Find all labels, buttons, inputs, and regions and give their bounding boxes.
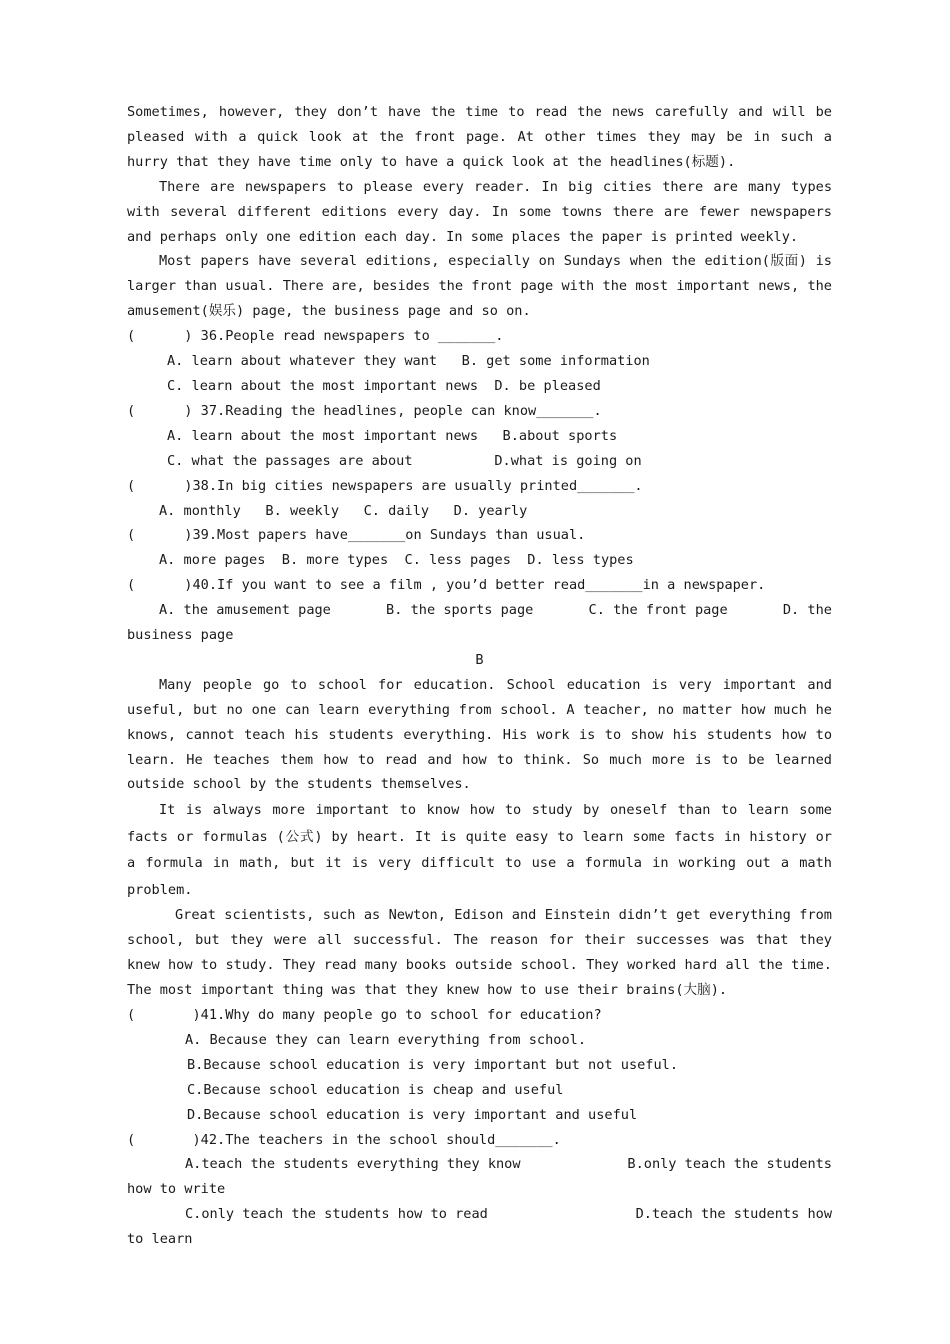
question-42: ( )42.The teachers in the school should_______. bbox=[127, 1131, 561, 1148]
passage-b-paragraph-1: Many people go to school for education. School education is very important and useful, but no one can learn everything from school. A teacher, no matter how much he knows, cannot teach his students everything. His work is to show his students how to learn. He teaches them how to read and how to think. So much more is to be learned outside school by the students themselves. bbox=[127, 676, 832, 793]
passage-a-paragraph-1: Sometimes, however, they don’t have the time to read the news carefully and will be pleased with a quick look at the front page. At other times they may be in such a hurry that they have time only to have a quick look at the headlines(标题). bbox=[127, 104, 832, 170]
question-37-options-2: C. what the passages are about D.what is going on bbox=[167, 452, 642, 469]
question-42-options-row-2 bbox=[127, 1202, 832, 1227]
question-40-option-d-continued: business page bbox=[127, 627, 234, 644]
question-42-option-d-continued: to learn bbox=[127, 1231, 193, 1248]
question-41-option-c: C.Because school education is cheap and useful bbox=[187, 1081, 564, 1098]
question-42-option-a: A.teach the students everything they know bbox=[185, 1156, 521, 1173]
question-41: ( )41.Why do many people go to school for education? bbox=[127, 1007, 602, 1023]
question-37: ( ) 37.Reading the headlines, people can know_______. bbox=[127, 402, 602, 419]
section-b-title: B bbox=[475, 651, 484, 668]
passage-a-paragraph-2: There are newspapers to please every reader. In big cities there are many types with several different editions every day. In some towns there are fewer newspapers and perhaps only one edition each day. In some places the paper is printed weekly. bbox=[127, 178, 832, 245]
question-42-option-d: D.teach the students how bbox=[635, 1206, 832, 1223]
question-37-options-1: A. learn about the most important news B.about sports bbox=[167, 427, 618, 444]
question-40: ( )40.If you want to see a film , you’d better read_______in a newspaper. bbox=[127, 577, 766, 594]
question-38-options: A. monthly B. weekly C. daily D. yearly bbox=[159, 502, 528, 519]
question-41-option-a: A. Because they can learn everything from school. bbox=[185, 1031, 587, 1048]
question-40-option-d: D. the bbox=[782, 602, 832, 619]
question-40-option-c: C. the front page bbox=[588, 602, 728, 619]
question-42-option-b-continued: how to write bbox=[127, 1181, 226, 1198]
question-38: ( )38.In big cities newspapers are usually printed_______. bbox=[127, 477, 643, 494]
question-42-options-row-1 bbox=[127, 1152, 832, 1177]
passage-b-paragraph-3: Great scientists, such as Newton, Edison and Einstein didn’t get everything from school, but they were all successful. The reason for their successes was that they knew how to study. They read many books outside school. They worked hard all the time. The most important thing was that they knew how to use their brains(大脑). bbox=[127, 907, 832, 999]
question-41-option-b: B.Because school education is very important but not useful. bbox=[187, 1056, 679, 1073]
question-42-option-b: B.only teach the students bbox=[627, 1156, 832, 1173]
passage-a-paragraph-3: Most papers have several editions, especially on Sundays when the edition(版面) is larger than usual. There are, besides the front page with the most important news, the amusement(娱乐) page, the business page and so on. bbox=[127, 253, 832, 320]
question-39: ( )39.Most papers have_______on Sundays than usual. bbox=[127, 527, 586, 544]
question-40-option-a: A. the amusement page bbox=[159, 602, 331, 619]
document-page bbox=[127, 100, 832, 1252]
question-40-options bbox=[127, 598, 832, 623]
question-36-options-2: C. learn about the most important news D. be pleased bbox=[167, 377, 601, 394]
question-41-option-d: D.Because school education is very important and useful bbox=[187, 1106, 638, 1123]
question-40-option-b: B. the sports page bbox=[386, 602, 534, 619]
question-36: ( ) 36.People read newspapers to _______. bbox=[127, 328, 504, 345]
question-42-option-c: C.only teach the students how to read bbox=[185, 1206, 488, 1223]
question-39-options: A. more pages B. more types C. less pages D. less types bbox=[159, 552, 634, 569]
question-36-options-1: A. learn about whatever they want B. get some information bbox=[167, 353, 650, 370]
passage-b-paragraph-2: It is always more important to know how to study by oneself than to learn some facts or formulas (公式) by heart. It is quite easy to learn some facts in history or a formula in math, but it is very difficult to use a formula in working out a math problem. bbox=[127, 802, 832, 898]
